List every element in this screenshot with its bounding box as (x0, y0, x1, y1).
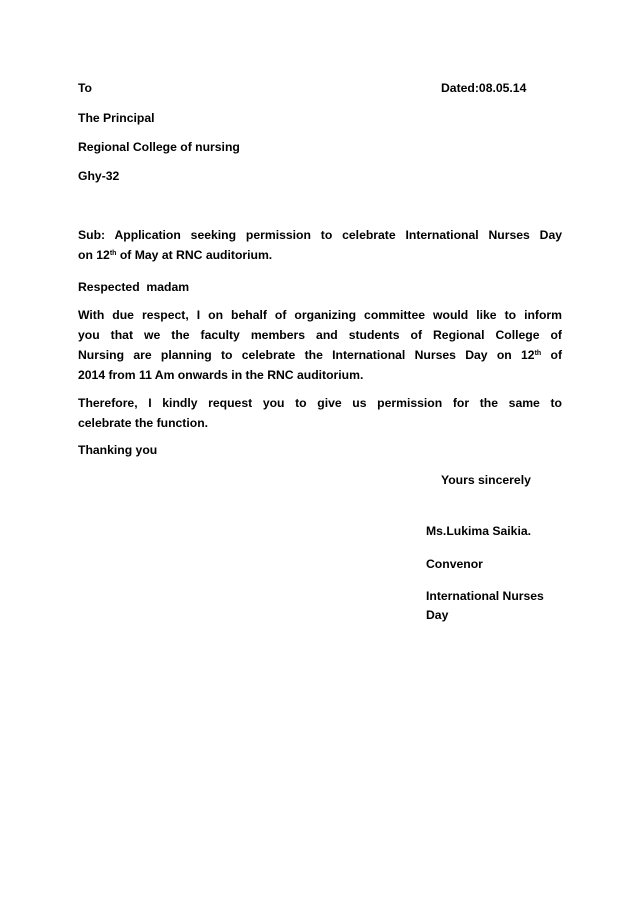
signatory-committee-line-2: Day (426, 608, 449, 622)
body-paragraph-1 (78, 305, 562, 385)
subject-line-2 (78, 248, 272, 262)
recipient-location: Ghy-32 (78, 169, 120, 183)
signatory-role: Convenor (426, 557, 483, 571)
subject-block (78, 225, 562, 265)
recipient-title: The Principal (78, 111, 155, 125)
to-label: To (78, 81, 92, 95)
recipient-institution: Regional College of nursing (78, 140, 240, 154)
body-p1-line-1: With due respect, I on behalf of organizing committee would like to inform (78, 308, 562, 322)
body-paragraph-2 (78, 393, 562, 433)
body-p1-date-suffix: th (534, 350, 542, 357)
body-p1-line-2: you that we the faculty members and students of Regional College of (78, 328, 562, 342)
body-p1-line-4: 2014 from 11 Am onwards in the RNC auditorium. (78, 368, 364, 382)
signatory-committee-line-1: International Nurses (426, 589, 544, 603)
body-p2-line-1: Therefore, I kindly request you to give us permission for the same to (78, 396, 562, 410)
subject-date-suffix: th (109, 250, 117, 257)
body-p2-line-2: celebrate the function. (78, 416, 209, 430)
body-p1-line-3-start: Nursing are planning to celebrate the International Nurses Day on 12 (78, 348, 535, 362)
subject-line-2-end: of May at RNC auditorium. (116, 248, 273, 262)
subject-line-1: Sub: Application seeking permission to celebrate International Nurses Day (78, 228, 562, 242)
signatory-name: Ms.Lukima Saikia. (426, 524, 531, 538)
body-p1-line-3 (78, 345, 562, 365)
salutation: Respected madam (78, 280, 190, 294)
sign-off: Yours sincerely (441, 473, 531, 487)
subject-line-2-start: on 12 (78, 248, 110, 262)
body-p1-line-3-end: of (541, 348, 562, 362)
letter-date: Dated:08.05.14 (441, 81, 527, 95)
closing-thanks: Thanking you (78, 443, 158, 457)
